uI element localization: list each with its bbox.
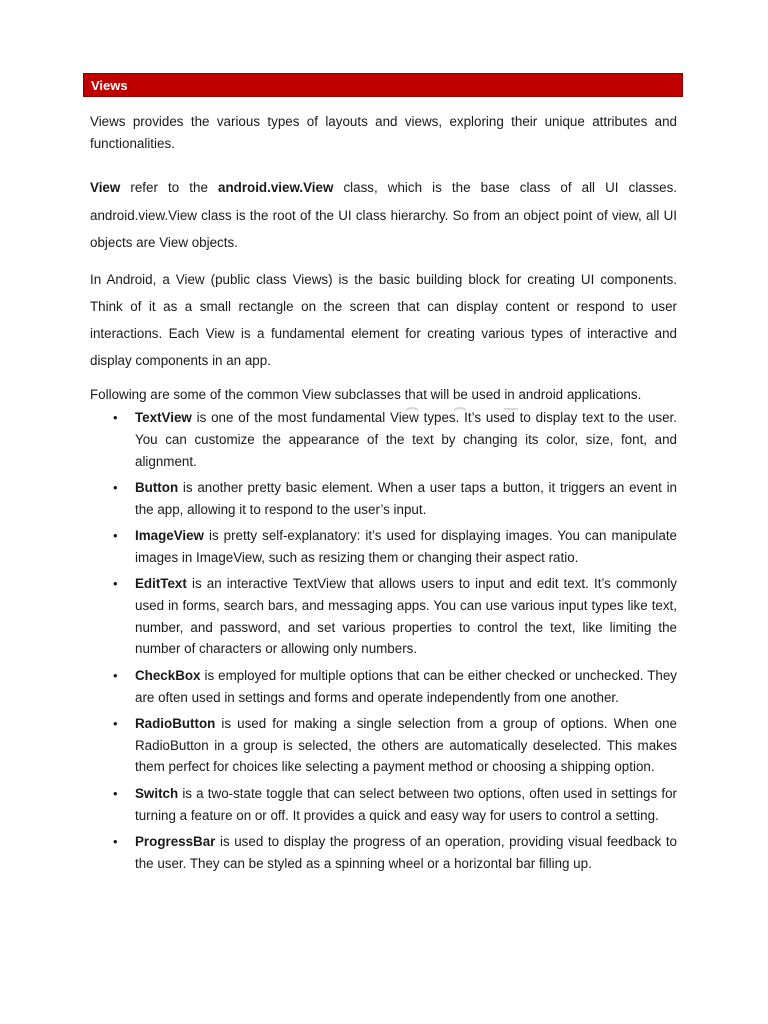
definition-rest: class, which is the base class of all UI classes. android.view.View class is the root of the UI class hierarchy. So from an object point of view, all UI objects are View objects. — [90, 180, 678, 250]
list-item-imageview — [90, 525, 677, 569]
list-item-description: is an interactive TextView that allows users to input and edit text. It’s commonly used in forms, search bars, and messaging apps. You can use various input types like text, number, and password, and set various properties to control the text, like limiting the number of characters or allowing only numbers. — [135, 576, 677, 657]
bullet-icon: • — [113, 715, 118, 731]
android-view-paragraph: In Android, a View (public class Views) is the basic building block for creating UI components. Think of it as a small rectangle on the screen that can display content or respond to user interactions. Each View is a fundamental element for creating various types of interactive and display components in an app. — [90, 272, 677, 368]
list-item-term: RadioButton — [135, 715, 216, 731]
view-subclass-list — [90, 407, 677, 879]
section-header-bar — [83, 73, 683, 97]
bullet-icon: • — [113, 833, 118, 849]
definition-paragraph — [90, 174, 677, 257]
list-item-switch — [90, 783, 677, 827]
list-item-term: Button — [135, 479, 179, 495]
bullet-icon: • — [113, 410, 118, 425]
bullet-icon: • — [113, 479, 118, 495]
list-item-term: ImageView — [135, 527, 204, 543]
list-item-edittext — [90, 573, 677, 660]
list-item-button — [90, 477, 677, 521]
bullet-icon: • — [113, 785, 118, 801]
list-item-term: CheckBox — [135, 667, 201, 683]
list-item-description: is used for making a single selection from a group of options. When one RadioButton in a group is selected, the others are automatically deselected. This makes them perfect for choices like selecting a payment method or choosing a shipping option. — [135, 715, 677, 775]
intro-paragraph: Views provides the various types of layouts and views, exploring their unique attributes and functionalities. — [90, 114, 677, 151]
list-item-description: is used to display the progress of an operation, providing visual feedback to the user. They can be styled as a spinning wheel or a horizontal bar filling up. — [135, 833, 677, 871]
section-title: Views — [91, 78, 128, 93]
list-item-radiobutton — [90, 713, 677, 778]
list-item-term: ProgressBar — [135, 833, 216, 849]
list-item-progressbar — [90, 831, 677, 875]
list-item-description: is one of the most fundamental View types. It’s used to display text to the user. You can customize the appearance of the text by changing its color, size, font, and alignment. — [135, 410, 677, 469]
bullet-icon: • — [113, 576, 118, 592]
android-view-class-term: android.view.View — [218, 180, 334, 195]
list-item-checkbox — [90, 665, 677, 709]
list-item-term: TextView — [135, 410, 192, 425]
list-item-textview — [90, 407, 677, 472]
list-item-description: is pretty self-explanatory: it’s used for displaying images. You can manipulate images in ImageView, such as resizing them or changing their aspect ratio. — [135, 527, 677, 565]
list-item-description: is another pretty basic element. When a user taps a button, it triggers an event in the app, allowing it to respond to the user’s input. — [135, 479, 677, 517]
list-item-description: is a two-state toggle that can select between two options, often used in settings for turning a feature on or off. It provides a quick and easy way for users to control a setting. — [135, 785, 677, 823]
bullet-icon: • — [113, 527, 118, 543]
list-item-term: Switch — [135, 785, 179, 801]
list-item-term: EditText — [135, 576, 187, 592]
definition-connector: refer to the — [120, 180, 219, 195]
view-term: View — [90, 180, 121, 195]
bullet-icon: • — [113, 667, 118, 683]
list-item-description: is employed for multiple options that can be either checked or unchecked. They are often used in settings and forms and operate independently from one another. — [135, 667, 677, 705]
subclasses-intro-paragraph: Following are some of the common View subclasses that will be used in android applications. — [90, 387, 642, 402]
